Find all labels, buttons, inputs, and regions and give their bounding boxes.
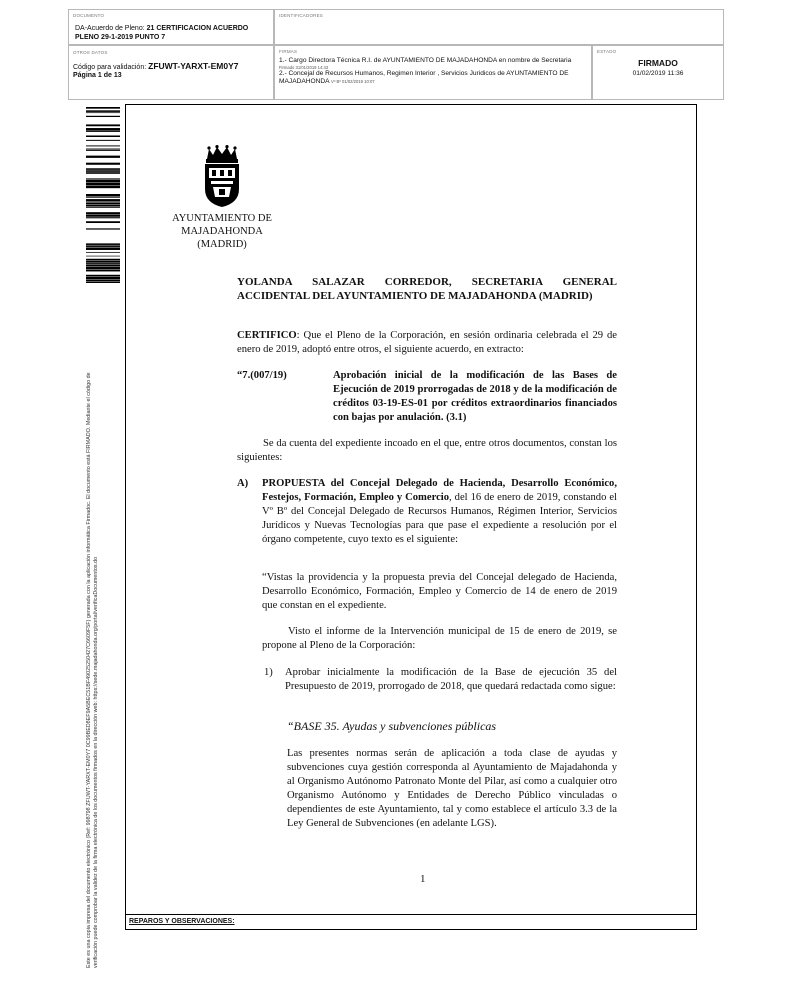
estado-label: ESTADO: [597, 49, 617, 54]
certifier-heading: YOLANDA SALAZAR CORREDOR, SECRETARIA GENERAL ACCIDENTAL DEL AYUNTAMIENTO DE MAJADAHONDA (MADRID): [237, 276, 617, 302]
identificadores-cell: [274, 9, 724, 45]
coat-of-arms-logo: [199, 145, 245, 209]
municipality-line-1: AYUNTAMIENTO DE: [172, 213, 272, 224]
section-a-paragraph: [262, 477, 617, 547]
base-35-paragraph: Las presentes normas serán de aplicación a toda clase de ayudas y subvenciones cuya gestión corresponda al Ayuntamiento de Majadahonda y al Organismo Autónomo Patronato Monte del Pilar, así como a cualquier otro Organismo Autónomo y Entidades de Derecho Público vinculadas o dependientes de este Ayuntamiento, tal y como establece el artículo 3.3 de la Ley General de Subvenciones (en adelante LGS).: [287, 748, 617, 829]
documento-value: [75, 24, 271, 42]
codigo-value: ZFUWT-YARXT-EM0Y7: [148, 61, 239, 71]
firma-1-date: Firmado 31/01/2019 14:43: [279, 65, 329, 70]
documento-cell: [68, 9, 274, 45]
firma-2: [279, 70, 591, 86]
municipality-name: [150, 212, 294, 251]
side-text-line-2: verificación puede comprobar la validez de la firma electrónica de los documentos firmados en la dirección web: https://sede.majadahonda.org/portal/verificaDocumentos.do: [93, 556, 100, 968]
identificadores-label: IDENTIFICADORES: [279, 13, 324, 18]
barcode: [86, 107, 120, 283]
item-title: Aprobación inicial de la modificación de las Bases de Ejecución de 2019 prorrogadas de 2018 y de la modificación de créditos 03-19-ES-01 por créditos extraordinarios financiados con bajas por anulación. (3.1): [333, 370, 617, 423]
section-a-bold: PROPUESTA del Concejal Delegado de Hacienda, Desarrollo Económico, Festejos, Formación, Empleo y Comercio: [262, 478, 617, 503]
codigo-label: Código para validación:: [73, 64, 147, 71]
item-1-paragraph: Aprobar inicialmente la modificación de la Base de ejecución 35 del Presupuesto de 2019, prorrogado de 2018, que quedará redactada como sigue:: [285, 667, 617, 692]
estado-cell: [592, 45, 724, 100]
estado-value: FIRMADO: [638, 58, 678, 68]
item-number: “7.(007/19): [237, 370, 287, 381]
base-35-title: “BASE 35. Ayudas y subvenciones públicas: [287, 719, 497, 733]
otros-datos-cell: [68, 45, 274, 100]
side-text-line-1: Este es una copia impresa del documento electrónico (Ref: 998798 ZFUWT-YARXT-EM0Y7 0C99BED8EF9A5BEC51BF49025250427C6609F5F) generada con la aplicación informática Firmadoc. El documento está FIRMADO. Mediante el código de: [86, 372, 92, 968]
firma-2-text: 2.- Concejal de Recursos Humanos, Regimen Interior , Servicios Juridicos de AYUNTAMIENTO DE MAJADAHONDA: [279, 70, 569, 85]
codigo-validacion: [73, 61, 239, 71]
cuenta-paragraph: Se da cuenta del expediente incoado en el que, entre otros documentos, constan los siguientes:: [237, 438, 617, 463]
certifico-paragraph: [237, 329, 617, 357]
item-1-label: 1): [264, 667, 273, 678]
firmas-cell: [274, 45, 592, 100]
firma-1: 1.- Cargo Directora Técnica R.I. de AYUNTAMIENTO DE MAJADAHONDA en nombre de Secretaria: [279, 57, 572, 64]
firmas-label: FIRMAS: [279, 49, 298, 54]
documento-value-prefix: DA-Acuerdo de Pleno:: [75, 25, 145, 32]
municipality-line-3: (MADRID): [197, 239, 247, 250]
estado-date: 01/02/2019 11:36: [632, 70, 684, 77]
pagina-label: Página 1 de 13: [73, 72, 122, 79]
section-a-text: , del 16 de enero de 2019, constando el Vº Bº del Concejal Delegado de Recursos Humanos, Régimen Interior, Servicios Jurídicos y Nuevas Tecnologías para que pase el expediente a resolución por el órgano competente, cuyo texto es el siguiente:: [262, 492, 617, 545]
page-number: 1: [420, 873, 426, 885]
municipality-line-2: MAJADAHONDA: [181, 226, 263, 237]
documento-value-bold: 21 CERTIFICACION ACUERDO PLENO 29-1-2019 PUNTO 7: [75, 25, 249, 41]
documento-label: DOCUMENTO: [73, 13, 105, 18]
reparos-label: REPAROS Y OBSERVACIONES:: [129, 918, 235, 925]
certifico-label: CERTIFICO: [237, 330, 297, 341]
firma-2-date: Vº Bº 01/02/2019 10:07: [331, 79, 375, 84]
vistas-paragraph: “Vistas la providencia y la propuesta previa del Concejal delegado de Hacienda, Desarrollo Económico, Formación, Empleo y Comercio de 14 de enero de 2019 que constan en el expediente.: [262, 572, 617, 611]
visto-paragraph: Visto el informe de la Intervención municipal de 15 de enero de 2019, se propone al Pleno de la Corporación:: [262, 626, 617, 651]
section-a-label: A): [237, 478, 249, 489]
reparos-bar: [125, 914, 697, 930]
side-verification-text: [86, 372, 101, 968]
otros-datos-label: OTROS DATOS: [73, 50, 108, 55]
certifico-text: : Que el Pleno de la Corporación, en sesión ordinaria celebrada el 29 de enero de 2019, adoptó entre otros, el siguiente acuerdo, en extracto:: [237, 330, 617, 355]
